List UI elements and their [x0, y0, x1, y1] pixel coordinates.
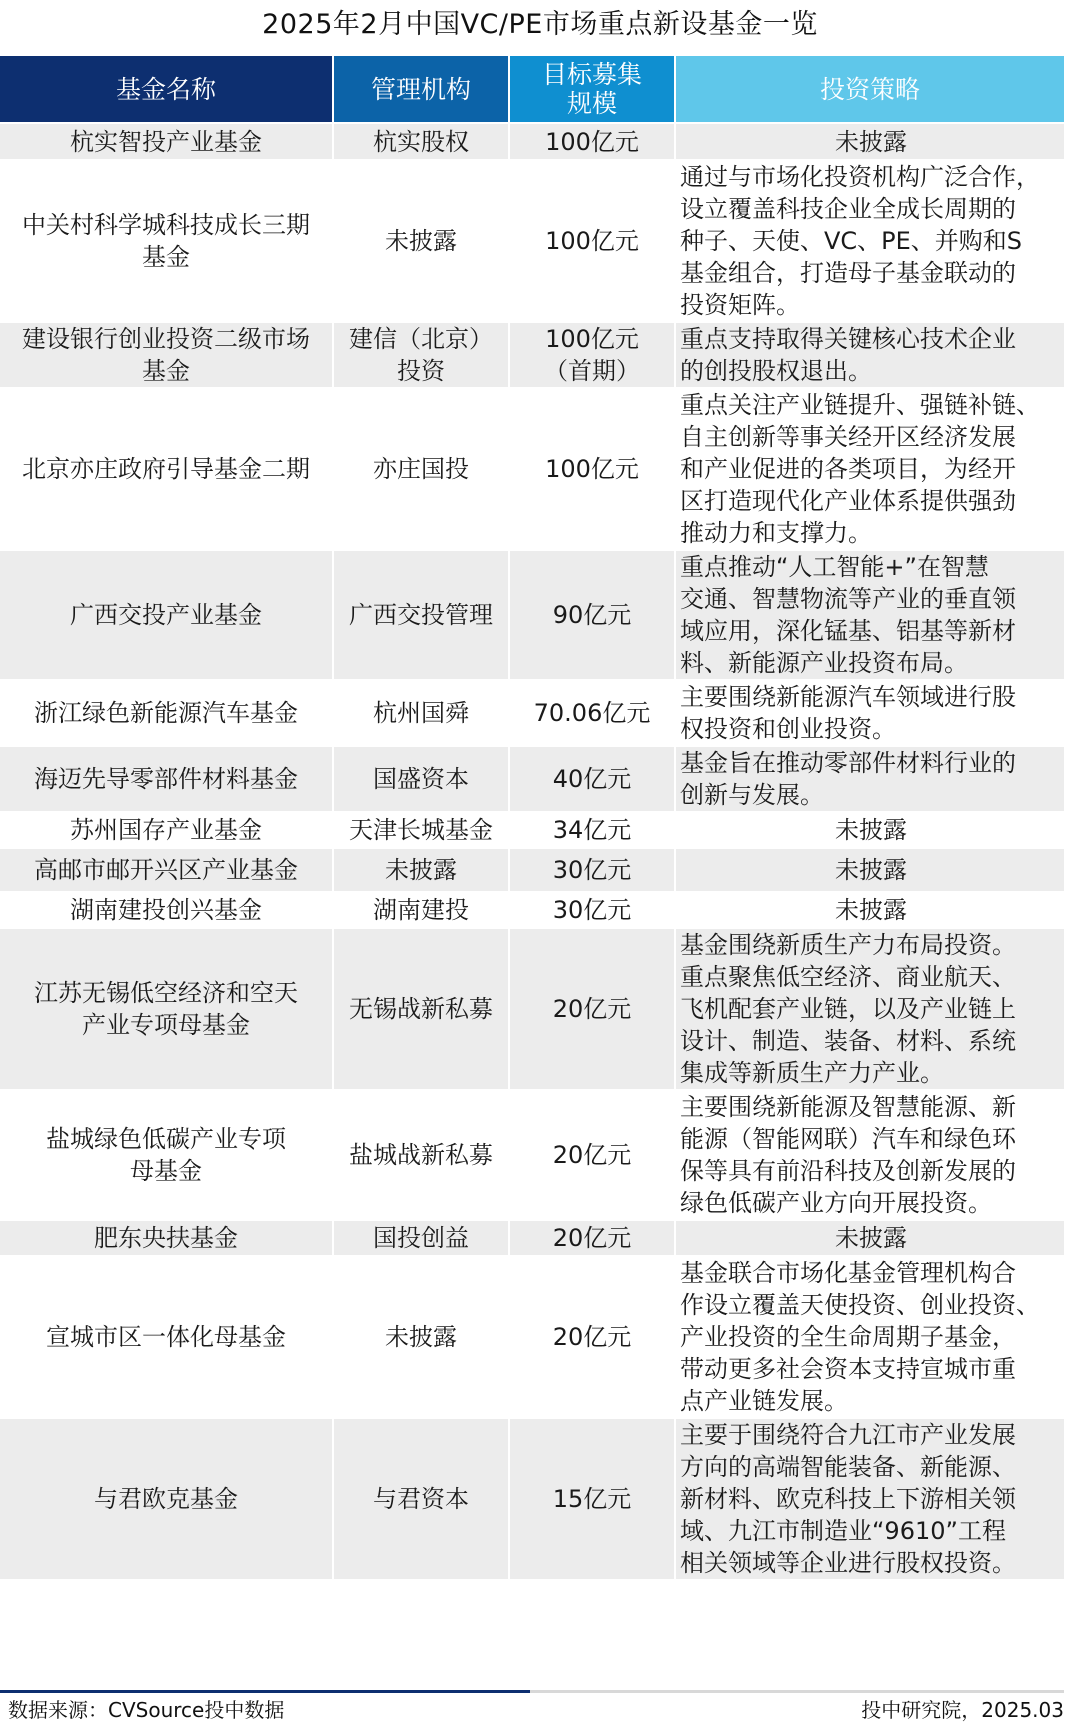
strategy-cell: 通过与市场化投资机构广泛合作， 设立覆盖科技企业全成长周期的 种子、天使、VC、PE、并购和S 基金组合，打造母子基金联动的 投资矩阵。: [676, 159, 1064, 321]
fund-name-cell: 盐城绿色低碳产业专项 母基金: [0, 1089, 334, 1219]
target-size-cell: 100亿元: [510, 122, 676, 159]
table-row: [0, 1089, 1064, 1219]
manager-cell: 国盛资本: [334, 745, 510, 811]
header-strategy: 投资策略: [676, 56, 1064, 122]
header-fund-name: 基金名称: [0, 56, 334, 122]
fund-name-cell: 北京亦庄政府引导基金二期: [0, 387, 334, 549]
manager-cell: 建信（北京） 投资: [334, 321, 510, 387]
strategy-cell: 基金围绕新质生产力布局投资。 重点聚焦低空经济、商业航天、 飞机配套产业链，以及产业链上 设计、制造、装备、材料、系统 集成等新质生产力产业。: [676, 927, 1064, 1089]
fund-name-cell: 杭实智投产业基金: [0, 122, 334, 159]
strategy-cell: 未披露: [676, 847, 1064, 891]
strategy-cell: 主要围绕新能源及智慧能源、新 能源（智能网联）汽车和绿色环 保等具有前沿科技及创新发展的 绿色低碳产业方向开展投资。: [676, 1089, 1064, 1219]
target-size-cell: 20亿元: [510, 927, 676, 1089]
table-row: [0, 927, 1064, 1089]
manager-cell: 未披露: [334, 847, 510, 891]
fund-name-cell: 建设银行创业投资二级市场 基金: [0, 321, 334, 387]
strategy-cell: 重点支持取得关键核心技术企业 的创投股权退出。: [676, 321, 1064, 387]
manager-cell: 无锡战新私募: [334, 927, 510, 1089]
target-size-cell: 100亿元: [510, 387, 676, 549]
table-body: [0, 122, 1064, 1579]
target-size-cell: 20亿元: [510, 1219, 676, 1255]
manager-cell: 与君资本: [334, 1417, 510, 1579]
target-size-cell: 90亿元: [510, 549, 676, 679]
strategy-cell: 未披露: [676, 891, 1064, 927]
table-row: [0, 1219, 1064, 1255]
table-row: [0, 387, 1064, 549]
fund-name-cell: 宣城市区一体化母基金: [0, 1255, 334, 1417]
target-size-cell: 20亿元: [510, 1255, 676, 1417]
target-size-cell: 30亿元: [510, 891, 676, 927]
fund-name-cell: 江苏无锡低空经济和空天 产业专项母基金: [0, 927, 334, 1089]
table-row: [0, 891, 1064, 927]
manager-cell: 亦庄国投: [334, 387, 510, 549]
fund-name-cell: 广西交投产业基金: [0, 549, 334, 679]
fund-name-cell: 高邮市邮开兴区产业基金: [0, 847, 334, 891]
page-title: 2025年2月中国VC/PE市场重点新设基金一览: [262, 9, 818, 40]
header-manager: 管理机构: [334, 56, 510, 122]
target-size-cell: 100亿元 （首期）: [510, 321, 676, 387]
manager-cell: 广西交投管理: [334, 549, 510, 679]
strategy-cell: 主要于围绕符合九江市产业发展 方向的高端智能装备、新能源、 新材料、欧克科技上下游相关领 域、九江市制造业“9610”工程 相关领域等企业进行股权投资。: [676, 1417, 1064, 1579]
strategy-cell: 基金旨在推动零部件材料行业的 创新与发展。: [676, 745, 1064, 811]
strategy-cell: 未披露: [676, 1219, 1064, 1255]
fund-name-cell: 海迈先导零部件材料基金: [0, 745, 334, 811]
manager-cell: 湖南建投: [334, 891, 510, 927]
table-row: [0, 1255, 1064, 1417]
target-size-cell: 34亿元: [510, 811, 676, 847]
target-size-cell: 20亿元: [510, 1089, 676, 1219]
table-row: [0, 1417, 1064, 1579]
strategy-cell: 主要围绕新能源汽车领域进行股 权投资和创业投资。: [676, 679, 1064, 745]
target-size-cell: 15亿元: [510, 1417, 676, 1579]
fund-name-cell: 湖南建投创兴基金: [0, 891, 334, 927]
target-size-cell: 70.06亿元: [510, 679, 676, 745]
manager-cell: 盐城战新私募: [334, 1089, 510, 1219]
data-source: 数据来源：CVSource投中数据: [8, 1698, 285, 1722]
table-header-row: [0, 56, 1064, 122]
manager-cell: 国投创益: [334, 1219, 510, 1255]
table-row: [0, 811, 1064, 847]
strategy-cell: 未披露: [676, 122, 1064, 159]
header-target-size: 目标募集 规模: [510, 56, 676, 122]
table-row: [0, 159, 1064, 321]
strategy-cell: 未披露: [676, 811, 1064, 847]
manager-cell: 天津长城基金: [334, 811, 510, 847]
manager-cell: 未披露: [334, 159, 510, 321]
table-row: [0, 122, 1064, 159]
strategy-cell: 重点关注产业链提升、强链补链、 自主创新等事关经开区经济发展 和产业促进的各类项目，为经开 区打造现代化产业体系提供强劲 推动力和支撑力。: [676, 387, 1064, 549]
fund-name-cell: 与君欧克基金: [0, 1417, 334, 1579]
target-size-cell: 30亿元: [510, 847, 676, 891]
manager-cell: 杭实股权: [334, 122, 510, 159]
footer-divider: [0, 1690, 1064, 1693]
footer-divider-accent: [0, 1690, 530, 1693]
table-row: [0, 847, 1064, 891]
table-row: [0, 321, 1064, 387]
fund-name-cell: 浙江绿色新能源汽车基金: [0, 679, 334, 745]
fund-name-cell: 苏州国存产业基金: [0, 811, 334, 847]
table-row: [0, 745, 1064, 811]
target-size-cell: 40亿元: [510, 745, 676, 811]
strategy-cell: 重点推动“人工智能+”在智慧 交通、智慧物流等产业的垂直领 域应用，深化锰基、铝基等新材 料、新能源产业投资布局。: [676, 549, 1064, 679]
strategy-cell: 基金联合市场化基金管理机构合 作设立覆盖天使投资、创业投资、 产业投资的全生命周期子基金， 带动更多社会资本支持宣城市重 点产业链发展。: [676, 1255, 1064, 1417]
manager-cell: 杭州国舜: [334, 679, 510, 745]
fund-name-cell: 肥东央扶基金: [0, 1219, 334, 1255]
table-row: [0, 549, 1064, 679]
fund-table: [0, 56, 1064, 1579]
manager-cell: 未披露: [334, 1255, 510, 1417]
target-size-cell: 100亿元: [510, 159, 676, 321]
credit: 投中研究院，2025.03: [861, 1698, 1064, 1722]
fund-name-cell: 中关村科学城科技成长三期 基金: [0, 159, 334, 321]
table-row: [0, 679, 1064, 745]
